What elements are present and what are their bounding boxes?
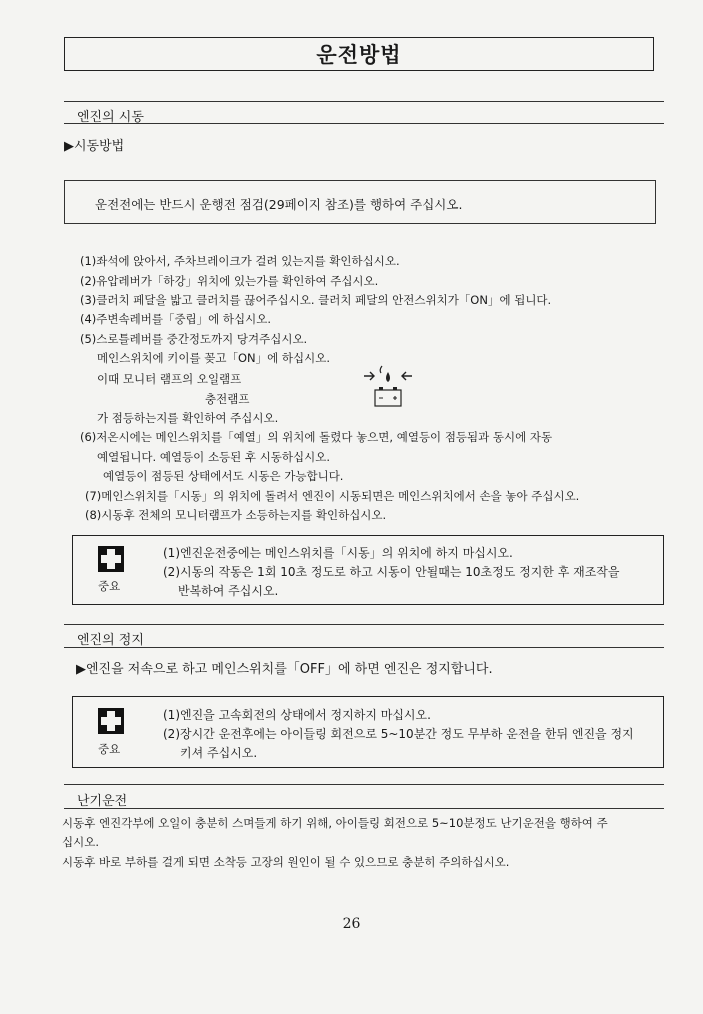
important-start-line-1: (1)엔진운전중에는 메인스위치를「시동」의 위치에 하지 마십시오. bbox=[163, 546, 513, 560]
monitor-lamp-icons bbox=[362, 362, 414, 412]
start-step-6-note: 예열등이 점등된 상태에서도 시동은 가능합니다. bbox=[103, 469, 344, 483]
start-step-6-cont: 예열됩니다. 예열등이 소등된 후 시동하십시오. bbox=[97, 450, 331, 464]
start-step-5-key: 메인스위치에 키이를 꽂고「ON」에 하십시오. bbox=[97, 351, 331, 365]
important-label-stop: 중요 bbox=[98, 742, 121, 756]
start-step-3: (3)클러치 페달을 밟고 클러치를 끊어주십시오. 클러치 페달의 안전스위치가「ON」에 됩니다. bbox=[80, 293, 552, 307]
pre-operation-notice: 운전전에는 반드시 운행전 점검(29페이지 참조)를 행하여 주십시오. bbox=[95, 197, 463, 212]
start-step-5-oil-lamp: 이때 모니터 램프의 오일램프 bbox=[97, 372, 242, 386]
important-stop-line-2: (2)장시간 운전후에는 아이들링 회전으로 5~10분간 정도 무부하 운전을 한뒤 엔진을 정지 bbox=[163, 727, 634, 741]
start-step-4: (4)주변속레버를「중립」에 하십시오. bbox=[80, 312, 272, 326]
important-stop-line-3: 키셔 주십시오. bbox=[180, 746, 258, 760]
start-step-5: (5)스로틀레버를 중간정도까지 당겨주십시오. bbox=[80, 332, 308, 346]
start-step-6: (6)저온시에는 메인스위치를「예열」의 위치에 돌렸다 놓으면, 예열등이 점등됨과 동시에 자동 bbox=[80, 430, 553, 444]
start-step-8: (8)시동후 전체의 모니터램프가 소등하는지를 확인하십시오. bbox=[85, 508, 387, 522]
start-step-1: (1)좌석에 앉아서, 주차브레이크가 걸려 있는지를 확인하십시오. bbox=[80, 254, 400, 268]
page-title: 운전방법 bbox=[64, 37, 654, 71]
section-rule-top bbox=[64, 624, 664, 625]
section-rule-bottom bbox=[64, 808, 664, 809]
subheading-start-method: ▶시동방법 bbox=[64, 139, 125, 154]
section-rule-top bbox=[64, 784, 664, 785]
start-step-2: (2)유압레버가「하강」위치에 있는가를 확인하여 주십시오. bbox=[80, 274, 379, 288]
important-cross-icon bbox=[98, 708, 124, 734]
section-heading-engine-stop: 엔진의 정지 bbox=[77, 633, 144, 648]
engine-stop-statement: ▶엔진을 저속으로 하고 메인스위치를「OFF」에 하면 엔진은 정지합니다. bbox=[76, 662, 493, 677]
warm-up-paragraph-1: 시동후 엔진각부에 오일이 충분히 스며들게 하기 위해, 아이들링 회전으로 5~10분정도 난기운전을 행하여 주 bbox=[62, 816, 608, 830]
battery-charge-icon bbox=[375, 387, 401, 406]
warm-up-paragraph-1-cont: 십시오. bbox=[62, 835, 99, 849]
section-rule-bottom bbox=[64, 123, 664, 124]
start-step-5-confirm: 가 점등하는지를 확인하여 주십시오. bbox=[97, 411, 279, 425]
important-start-line-2: (2)시동의 작동은 1회 10초 정도로 하고 시동이 안될때는 10초정도 정지한 후 재조작을 bbox=[163, 565, 620, 579]
page-number: 26 bbox=[342, 916, 361, 932]
important-stop-line-1: (1)엔진을 고속회전의 상태에서 정지하지 마십시오. bbox=[163, 708, 431, 722]
oil-lamp-icon bbox=[364, 366, 412, 382]
section-rule-top bbox=[64, 101, 664, 102]
start-step-5-charge-lamp: 충전램프 bbox=[205, 392, 250, 406]
section-heading-engine-start: 엔진의 시동 bbox=[77, 110, 144, 125]
warm-up-paragraph-2: 시동후 바로 부하를 걸게 되면 소착등 고장의 원인이 될 수 있으므로 충분히 주의하십시오. bbox=[62, 855, 510, 869]
important-label-start: 중요 bbox=[98, 579, 121, 593]
section-rule-bottom bbox=[64, 647, 664, 648]
start-step-7: (7)메인스위치를「시동」의 위치에 돌려서 엔진이 시동되면은 메인스위치에서 손을 놓아 주십시오. bbox=[85, 489, 580, 503]
important-start-line-3: 반복하여 주십시오. bbox=[178, 584, 279, 598]
important-cross-icon bbox=[98, 546, 124, 572]
section-heading-warm-up: 난기운전 bbox=[77, 794, 128, 809]
